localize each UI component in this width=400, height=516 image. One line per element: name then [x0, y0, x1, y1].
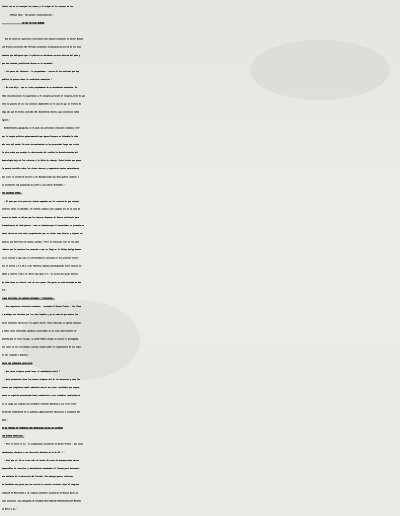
text-line: no se acoge una urgente,una verdadera revisión absoluta,y una veraz trans- [2, 402, 77, 405]
text-line: nanera,en donde se afirma que los obreros disponen de dinero suficiente para [2, 216, 79, 219]
text-line: sal Prieto,secretario del Partido socialista revolucionario,acerca de los movi [2, 46, 82, 49]
text-line: que han causado justificada alarma en la sociedad.- [2, 62, 54, 65]
text-line: - Ño creo dijo - que se trate propiamente de un movimiento comunista. En [2, 86, 77, 89]
text-line: salarios altos en Colombia. Se citaban siempre como ejemplo los de la zona ba [2, 208, 80, 211]
text-line: publica la prensa sobre la revolución comunista ? [2, 78, 52, 81]
text-line: de vida,tiene un salario real de cero pesos. Esa gente se está muriendo de ham [2, 281, 82, 284]
section-heading: CLASE EXPLOTADA,SIN OBREROS,MISERABLE Y PERSEGUIDA.- [2, 297, 55, 300]
text-line: na Neira y yo.- [2, 508, 18, 511]
text-line: más cara del mundo. En esas circunstancias se ha presentado luego una crisis [2, 143, 79, 146]
text-line: que crear un estado de miseria y de desesperación que bien podría conducir a [2, 175, 79, 178]
text-line: ridicas que la muestran los acuerdos a que se llegó en la última huelga banane [2, 248, 82, 251]
text-line: - Pero se tiene en la - le preguntamos nuevamente al Doctor Prieto - que estos [2, 443, 84, 446]
section-heading: NO HAY UN PLAN GENERAL [2, 21, 45, 24]
text-line: - Este movimiento tiene los mismos orígenes del de las bananeras y como las [2, 378, 80, 381]
text-line: formación fundamental de la política gubernamental financiera y económica del [2, 410, 80, 413]
paper-stain [250, 40, 390, 100]
text-line: mos adelante de la dirección del Partido. Sin embargo,quiero referirme [2, 475, 73, 478]
text-line: - Esa angustiosa situación económica - continúa el doctor Prieto - los llevó [2, 305, 82, 308]
text-line: la otra orden que produjo la destrucción del crédito,la desvalorización del [2, 151, 78, 154]
text-line: les el jornal a $ 1.20 y 1.25. Nosotros sabemos,distinguiendo entre salario no- [2, 265, 83, 268]
text-line: últimos días.- Son graves revolucionarias.- [2, 13, 54, 16]
text-line: - Los paros dé, doctores - le preguntamos - acerca de las noticias que hoy [2, 70, 79, 73]
text-line: duras oficiales barrieron a la gente inerme. Esta situación se agravó entonces [2, 321, 82, 324]
text-line: - Que otros orígenes puede tener el movimiento actual ? [2, 370, 60, 373]
text-line: demorología baja de los salarios y la falta de trabajo. Estos hechos que pesan [2, 159, 82, 162]
section-heading: SE HA TRATADO DE FINANCIAR UNA REVOLUCION SOCIAL EN COLOMBIA [2, 427, 63, 430]
text-line: Uno de nuestros reporteros entrevistó esta mañana brevemente al doctor Manuel [2, 38, 84, 41]
text-line: Cuales son en su concepto las causas y el origen de los sucesos de los [2, 5, 73, 8]
text-line: - El país,por otra parte,ha vivido engañado con la creencia de que existen [2, 200, 79, 203]
text-line: ignora.- [2, 119, 11, 122]
text-line: franquíciarse de todo género.- esto es fenómeno,que el encuestador se presenta,en [2, 224, 85, 227]
text-line: a prodigar sus derechos por las vías legales y ya se sabe de que manera las [2, 313, 78, 316]
text-line: un movimiento mal preparado,sin jefes y sin planes definidos.- [2, 183, 65, 187]
text-line: sus votos no son escrutados y porque cuando piden el cumplimiento de las leyes [2, 346, 82, 349]
text-line: se les responde a balazos.- [2, 354, 30, 357]
text-line: ello no pasaría de ser una aventura deplorable en el caso de que se tratara de [2, 102, 82, 106]
text-line: minal y salario real,a el obrero que gana $ 2.- lo cuesta dos pesos diarios [2, 273, 78, 276]
text-line: todo caso,desconozca la ignorancia y el concepto personal al respecto,sería de que [2, 94, 86, 97]
text-line: Evidentemente,agregó,hay en el país una gravísima situación económica crea- [2, 127, 80, 130]
section-heading: LOS SALARIOS AHORA.- [2, 192, 23, 195]
text-line: sindical de Montevideo y al congreso político socialista de Buenos Aires,al [2, 491, 78, 494]
text-line: mente se seguirán presentando hasta conducirnos a una verdadera revolución,si [2, 394, 80, 397]
typewritten-text [2, 0, 118, 516]
text-line: bre.- [2, 289, 8, 292]
section-heading: CON DINERO AMERICANO./ [2, 435, 25, 438]
text-line: un incidente muy grave que nos ocurrió en nuestro reciente viaje al congreso [2, 483, 79, 486]
text-line [2, 30, 118, 33]
text-line: la manera terrible sobre las clases obreras y campesinas,tenían naturalmente [2, 167, 79, 170]
text-line: por la inepta política gubernamental,que ignoró Europeo en Colombia,la vida [2, 135, 78, 138]
text-line: plotada,que no tiene escape, no puede hablar porque su prensa es perseguida, [2, 337, 79, 341]
text-line: impossibles de controlar y naturalmente condenados al fracaso,pero desconoce- [2, 467, 80, 470]
text-line: meses obrero,no sino entre propietarios que se visten como obreros y algunos ca- [2, 232, 84, 235]
text-line: - Pues que sí. No se trata sólo de tratar de estos de desesperación obrero [2, 459, 79, 462]
text-line: y todas estas multitudes quedaron convertidas en la clase abiertamente ex- [2, 329, 77, 332]
text-line: algo más que de brotes aislados del descontento obrero,cuya existencia nadie [2, 111, 79, 114]
text-line: movimientos obedecen a una dirección distinta de la de Ud. ? - [2, 451, 65, 454]
text-line: país.- [2, 418, 9, 422]
text-line: causas que originaron aquel subsisten aún,no son estos resultados que segura- [2, 386, 80, 389]
text-line: pataces que disfrutan de buenos sueldos.- Pero la situación real de las mala [2, 240, 79, 243]
text-line: cual asistimos como delegados de Colombia Raúl Eduardo Mahecha,Moralía Matalla [2, 500, 82, 503]
text-line: ra,en acuerdo a que,como en extraordinaria concesión,se les prometió elevar- [2, 256, 79, 259]
section-heading: HACIA UNA VERDADERA REVOLUCION [2, 362, 33, 365]
text-line: mientos que obligaron ayer la policía en distintos centros obreros del país y [2, 54, 80, 57]
